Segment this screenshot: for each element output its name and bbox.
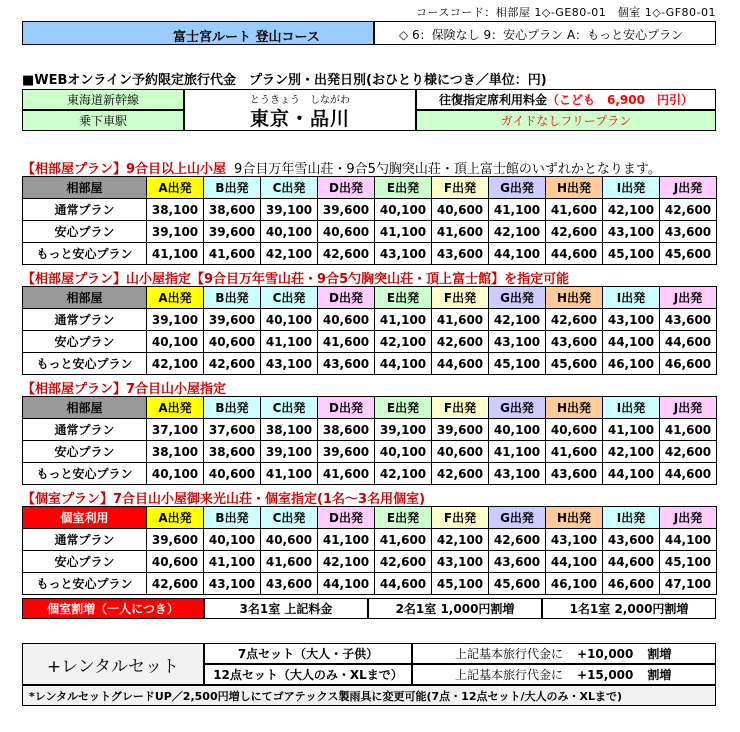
price-cell: 45,100 [489, 353, 546, 375]
table-row [23, 353, 717, 375]
section-title [22, 268, 569, 287]
price-cell: 39,600 [204, 309, 261, 331]
departure-header: G出発 [489, 177, 546, 199]
departure-header: C出発 [261, 287, 318, 309]
price-cell: 42,600 [375, 551, 432, 573]
departure-header: B出発 [204, 507, 261, 529]
price-cell: 44,100 [375, 353, 432, 375]
price-cell: 43,100 [603, 309, 660, 331]
departure-header: J出発 [660, 287, 717, 309]
rental-title: +レンタルセット [22, 643, 204, 685]
price-cell: 43,100 [489, 331, 546, 353]
departure-header: A出発 [147, 507, 204, 529]
price-cell: 40,600 [546, 419, 603, 441]
departure-header: F出発 [432, 177, 489, 199]
price-cell: 46,100 [603, 353, 660, 375]
plan-name: もっと安心プラン [23, 243, 147, 265]
station-box [184, 89, 416, 131]
departure-header: I出発 [603, 287, 660, 309]
departure-header: D出発 [318, 397, 375, 419]
price-cell: 41,600 [204, 243, 261, 265]
departure-header: D出発 [318, 287, 375, 309]
course-code: コースコード：相部屋 1◇-GE80-01 個室 1◇-GF80-01 [415, 6, 716, 19]
price-cell: 44,600 [660, 463, 717, 485]
guide-label: ガイドなしフリープラン [416, 110, 716, 131]
rental-7-unit: 割増 [647, 647, 672, 661]
table-row [23, 441, 717, 463]
departure-header: E出発 [375, 287, 432, 309]
price-cell: 41,100 [603, 419, 660, 441]
section-note: 9合目万年雪山荘・9合5勺胸突山荘・頂上富士館のいずれかとなります。 [234, 162, 661, 177]
departure-header: F出発 [432, 287, 489, 309]
price-cell: 38,600 [318, 419, 375, 441]
departure-header: C出発 [261, 507, 318, 529]
price-cell: 44,100 [546, 551, 603, 573]
section-title [22, 378, 226, 397]
price-cell: 40,600 [318, 309, 375, 331]
line-label: 東海道新幹線 [22, 89, 184, 110]
section-title-text: 【相部屋プラン】9合目以上山小屋 [22, 162, 227, 177]
plan-name: もっと安心プラン [23, 353, 147, 375]
price-cell: 42,100 [489, 221, 546, 243]
plan-name: 安心プラン [23, 441, 147, 463]
station-label: 乗下車駅 [22, 110, 184, 131]
section-title-text: 【相部屋プラン】7合目山小屋指定 [22, 382, 227, 397]
price-cell: 39,100 [375, 419, 432, 441]
plan-name: もっと安心プラン [23, 573, 147, 595]
price-cell: 39,100 [261, 199, 318, 221]
fare-table [22, 286, 717, 375]
price-cell: 42,100 [375, 331, 432, 353]
route-title: 富士宮ルート 登山コース [22, 21, 374, 45]
price-cell: 45,600 [546, 353, 603, 375]
price-cell: 45,100 [603, 243, 660, 265]
price-cell: 44,600 [603, 551, 660, 573]
price-cell: 42,100 [603, 199, 660, 221]
price-cell: 43,600 [660, 309, 717, 331]
price-cell: 39,600 [318, 441, 375, 463]
price-cell: 41,100 [489, 199, 546, 221]
departure-header: F出発 [432, 397, 489, 419]
price-cell: 40,600 [432, 441, 489, 463]
price-cell: 43,100 [375, 243, 432, 265]
fare-table [22, 396, 717, 485]
price-cell: 40,600 [261, 529, 318, 551]
price-cell: 42,600 [147, 573, 204, 595]
departure-header: E出発 [375, 177, 432, 199]
price-cell: 41,600 [318, 331, 375, 353]
price-cell: 40,100 [147, 331, 204, 353]
price-cell: 41,100 [261, 463, 318, 485]
price-cell: 39,600 [318, 199, 375, 221]
discount-value: （こども 6,900 円引） [547, 93, 693, 107]
surcharge-2-persons: 2名1室 1,000円割増 [368, 598, 542, 619]
price-cell: 40,100 [375, 199, 432, 221]
price-cell: 38,100 [147, 441, 204, 463]
price-cell: 43,600 [546, 463, 603, 485]
fare-table [22, 506, 717, 595]
price-cell: 38,100 [261, 419, 318, 441]
price-cell: 39,600 [432, 419, 489, 441]
price-cell: 41,600 [432, 221, 489, 243]
price-cell: 42,600 [546, 221, 603, 243]
price-cell: 42,600 [660, 199, 717, 221]
price-cell: 39,100 [261, 441, 318, 463]
section-title-text: 【個室プラン】7合目山小屋御来光山荘・個室指定(1名～3名用個室) [22, 492, 426, 507]
table-row [23, 463, 717, 485]
price-cell: 43,100 [432, 551, 489, 573]
price-cell: 44,100 [603, 463, 660, 485]
price-cell: 42,100 [261, 243, 318, 265]
departure-header: B出発 [204, 287, 261, 309]
price-cell: 40,100 [375, 441, 432, 463]
rental-7-price-row [412, 643, 716, 664]
station-name: 東京・品川 [249, 108, 350, 130]
departure-header: H出発 [546, 177, 603, 199]
rental-7-set: 7点セット（大人・子供） [204, 643, 412, 664]
price-cell: 41,600 [375, 529, 432, 551]
section-title [22, 158, 661, 177]
plan-name: 通常プラン [23, 199, 147, 221]
price-cell: 40,600 [204, 463, 261, 485]
price-cell: 38,600 [204, 199, 261, 221]
departure-header: H出発 [546, 397, 603, 419]
plan-name: 通常プラン [23, 309, 147, 331]
table-row [23, 419, 717, 441]
price-cell: 40,100 [147, 463, 204, 485]
price-cell: 47,100 [660, 573, 717, 595]
departure-header: D出発 [318, 507, 375, 529]
price-cell: 40,600 [204, 331, 261, 353]
rental-footnote: *レンタルセットグレードUP／2,500円増しにてゴアテックス製雨具に変更可能(7点・12点セット/大人のみ・XLまで) [22, 685, 716, 706]
price-cell: 42,600 [660, 441, 717, 463]
price-cell: 46,600 [660, 353, 717, 375]
discount-label: 往復指定席利用料金 [439, 93, 548, 107]
price-cell: 39,100 [147, 309, 204, 331]
rental-price-prefix: 上記基本旅行代金に [455, 647, 564, 661]
price-cell: 43,600 [546, 331, 603, 353]
surcharge-1-person: 1名1室 2,000円割増 [542, 598, 716, 619]
price-cell: 44,600 [432, 353, 489, 375]
table-header-row [23, 287, 717, 309]
price-cell: 42,600 [204, 353, 261, 375]
price-cell: 43,600 [603, 529, 660, 551]
table-row [23, 331, 717, 353]
price-cell: 43,600 [660, 221, 717, 243]
price-cell: 42,100 [603, 441, 660, 463]
departure-header: C出発 [261, 397, 318, 419]
price-cell: 42,600 [318, 243, 375, 265]
price-cell: 41,100 [375, 221, 432, 243]
departure-header: F出発 [432, 507, 489, 529]
price-cell: 44,100 [660, 529, 717, 551]
price-cell: 40,100 [204, 529, 261, 551]
departure-header: E出発 [375, 507, 432, 529]
price-cell: 45,600 [489, 573, 546, 595]
price-cell: 42,600 [432, 331, 489, 353]
price-cell: 42,600 [489, 529, 546, 551]
departure-header: J出発 [660, 177, 717, 199]
price-cell: 43,600 [489, 551, 546, 573]
departure-header: I出発 [603, 177, 660, 199]
price-cell: 43,100 [546, 529, 603, 551]
price-cell: 40,600 [318, 221, 375, 243]
price-cell: 41,100 [375, 309, 432, 331]
price-cell: 45,100 [660, 551, 717, 573]
price-cell: 42,100 [318, 551, 375, 573]
price-cell: 42,100 [147, 353, 204, 375]
table-row [23, 309, 717, 331]
rental-12-set: 12点セット（大人のみ・XLまで） [204, 664, 412, 685]
departure-header: J出発 [660, 507, 717, 529]
price-cell: 41,100 [147, 243, 204, 265]
price-cell: 40,100 [489, 419, 546, 441]
departure-header: H出発 [546, 287, 603, 309]
departure-header: B出発 [204, 177, 261, 199]
price-cell: 46,100 [546, 573, 603, 595]
price-cell: 40,100 [261, 309, 318, 331]
price-cell: 46,600 [603, 573, 660, 595]
departure-header: B出発 [204, 397, 261, 419]
table-row [23, 573, 717, 595]
price-cell: 42,100 [432, 529, 489, 551]
price-cell: 43,600 [432, 243, 489, 265]
plan-name: 安心プラン [23, 331, 147, 353]
price-cell: 39,600 [204, 221, 261, 243]
table-header-row [23, 397, 717, 419]
price-cell: 44,600 [546, 243, 603, 265]
price-cell: 41,100 [261, 331, 318, 353]
price-cell: 43,100 [603, 221, 660, 243]
table-row [23, 243, 717, 265]
rental-price-prefix: 上記基本旅行代金に [455, 668, 564, 682]
price-cell: 41,100 [204, 551, 261, 573]
price-cell: 40,600 [147, 551, 204, 573]
price-cell: 44,100 [489, 243, 546, 265]
price-cell: 38,600 [204, 441, 261, 463]
price-cell: 42,600 [432, 463, 489, 485]
price-cell: 41,100 [318, 529, 375, 551]
table-header-row [23, 177, 717, 199]
plan-name: もっと安心プラン [23, 463, 147, 485]
price-cell: 41,600 [660, 419, 717, 441]
table-header-row [23, 507, 717, 529]
rental-7-price: +10,000 [577, 646, 634, 661]
price-cell: 41,600 [432, 309, 489, 331]
price-cell: 37,100 [147, 419, 204, 441]
price-cell: 43,100 [204, 573, 261, 595]
section-title-text: 【相部屋プラン】山小屋指定【9合目万年雪山荘・9合5勺胸突山荘・頂上富士館】を指定可能 [22, 272, 570, 287]
price-cell: 37,600 [204, 419, 261, 441]
price-cell: 42,100 [375, 463, 432, 485]
price-cell: 43,600 [261, 573, 318, 595]
plan-name: 安心プラン [23, 551, 147, 573]
price-cell: 43,100 [489, 463, 546, 485]
room-type-header: 相部屋 [23, 397, 147, 419]
departure-header: J出発 [660, 397, 717, 419]
price-cell: 41,600 [318, 463, 375, 485]
departure-header: E出発 [375, 397, 432, 419]
departure-header: A出発 [147, 397, 204, 419]
price-cell: 39,100 [147, 221, 204, 243]
departure-header: D出発 [318, 177, 375, 199]
price-cell: 41,600 [546, 199, 603, 221]
departure-header: H出発 [546, 507, 603, 529]
table-row [23, 221, 717, 243]
price-cell: 40,600 [432, 199, 489, 221]
plan-legend: ◇ 6：保険なし 9：安心プラン A：もっと安心プラン [374, 21, 716, 45]
price-cell: 45,600 [660, 243, 717, 265]
price-cell: 39,600 [147, 529, 204, 551]
fare-title: ■WEBオンライン予約限定旅行代金 プラン別・出発日別(おひとり様につき／単位：円) [22, 73, 547, 88]
room-type-header: 相部屋 [23, 287, 147, 309]
private-surcharge-label: 個室割増（一人につき） [22, 598, 204, 619]
price-cell: 42,600 [546, 309, 603, 331]
price-cell: 40,100 [261, 221, 318, 243]
rental-12-unit: 割増 [647, 668, 672, 682]
price-cell: 43,600 [318, 353, 375, 375]
table-row [23, 551, 717, 573]
price-cell: 44,100 [603, 331, 660, 353]
departure-header: A出発 [147, 287, 204, 309]
price-cell: 41,100 [489, 441, 546, 463]
price-cell: 45,100 [432, 573, 489, 595]
room-type-header: 個室利用 [23, 507, 147, 529]
surcharge-3-persons: 3名1室 上記料金 [204, 598, 368, 619]
station-furigana: とうきょう しながわ [250, 95, 350, 106]
plan-name: 通常プラン [23, 529, 147, 551]
section-title [22, 488, 425, 507]
departure-header: G出発 [489, 287, 546, 309]
departure-header: C出発 [261, 177, 318, 199]
departure-header: I出発 [603, 397, 660, 419]
room-type-header: 相部屋 [23, 177, 147, 199]
price-cell: 43,100 [261, 353, 318, 375]
price-cell: 41,600 [261, 551, 318, 573]
price-cell: 38,100 [147, 199, 204, 221]
price-cell: 44,100 [318, 573, 375, 595]
table-row [23, 529, 717, 551]
table-row [23, 199, 717, 221]
discount-row [416, 89, 716, 110]
rental-12-price: +15,000 [577, 667, 634, 682]
plan-name: 通常プラン [23, 419, 147, 441]
departure-header: A出発 [147, 177, 204, 199]
price-cell: 42,100 [489, 309, 546, 331]
departure-header: I出発 [603, 507, 660, 529]
price-cell: 44,600 [660, 331, 717, 353]
price-cell: 41,600 [546, 441, 603, 463]
price-cell: 44,600 [375, 573, 432, 595]
plan-name: 安心プラン [23, 221, 147, 243]
departure-header: G出発 [489, 507, 546, 529]
departure-header: G出発 [489, 397, 546, 419]
rental-12-price-row [412, 664, 716, 685]
fare-table [22, 176, 717, 265]
